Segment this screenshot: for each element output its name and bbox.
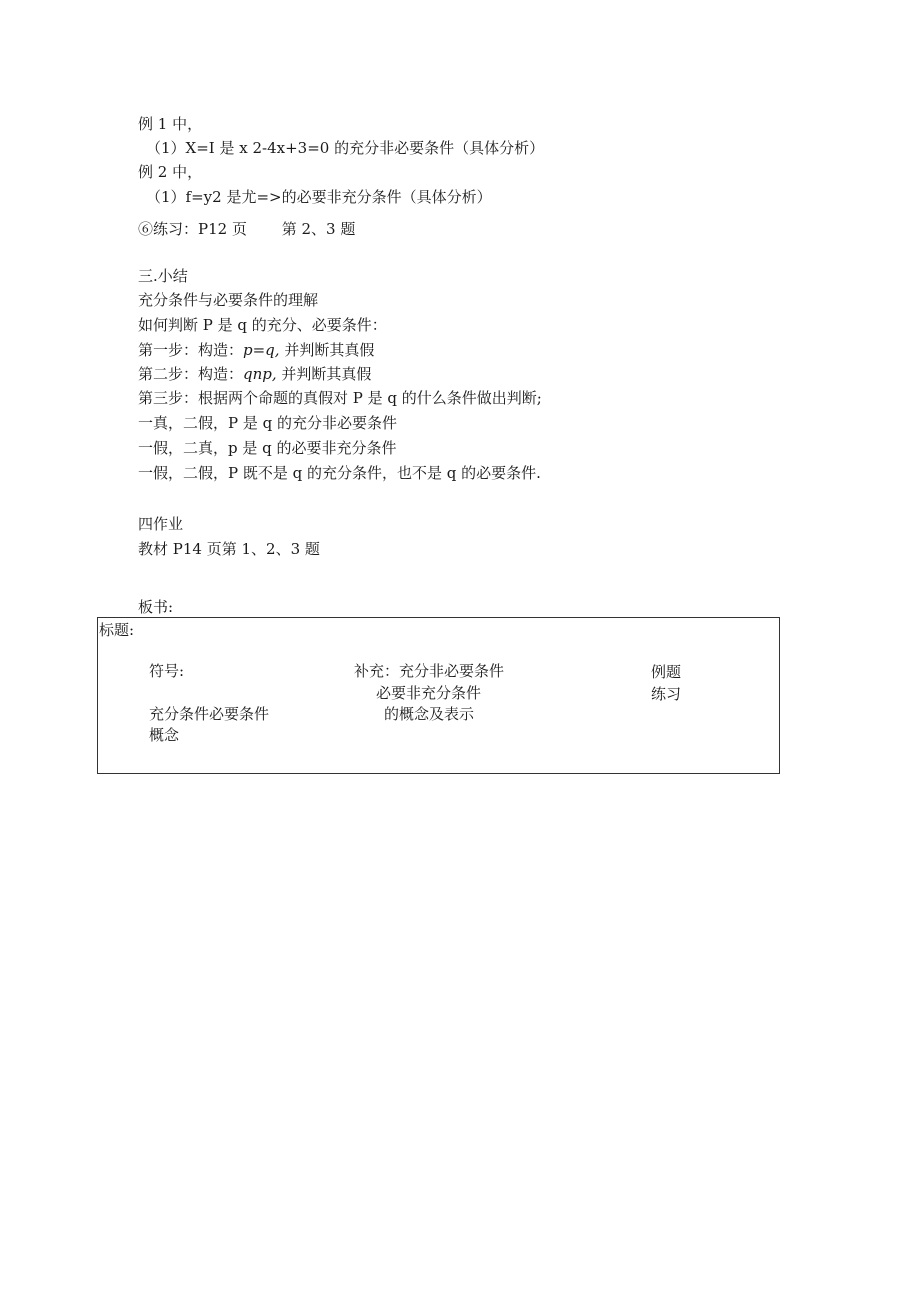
practice-line: ⑥练习：P12 页 第 2、3 题	[138, 220, 356, 238]
board-concept-line1: 充分条件必要条件	[149, 705, 270, 723]
step2-expression: qnp,	[243, 365, 277, 383]
example1-heading: 例 1 中，	[138, 115, 203, 133]
example1-item: （1）X=I 是 x 2-4x+3=0 的充分非必要条件（具体分析）	[146, 139, 545, 157]
homework-heading: 四作业	[138, 515, 184, 533]
step1-expression: p=q,	[243, 341, 280, 359]
step1-suffix: 并判断其真假	[279, 341, 375, 359]
step2-suffix: 并判断其真假	[276, 365, 372, 383]
homework-line: 教材 P14 页第 1、2、3 题	[138, 540, 320, 558]
summary-case1: 一真，二假，P 是 q 的充分非必要条件	[138, 414, 398, 432]
board-right-line1: 例题	[651, 663, 682, 681]
summary-step3: 第三步：根据两个命题的真假对 P 是 q 的什么条件做出判断;	[138, 389, 542, 407]
summary-step2	[138, 364, 371, 384]
board-label: 板书:	[138, 598, 174, 616]
example2-heading: 例 2 中，	[138, 163, 203, 181]
example2-item: （1）f=y2 是尤=>的必要非充分条件（具体分析）	[146, 188, 492, 206]
board-right-line2: 练习	[651, 685, 682, 703]
board-symbol: 符号:	[149, 662, 185, 680]
board-supplement-line1: 补充：充分非必要条件	[354, 662, 505, 680]
summary-heading: 三.小结	[138, 267, 188, 285]
summary-case3: 一假，二假，P 既不是 q 的充分条件，也不是 q 的必要条件.	[138, 464, 541, 482]
board-supplement-line3: 的概念及表示	[384, 705, 475, 723]
summary-line2: 如何判断 P 是 q 的充分、必要条件：	[138, 316, 387, 334]
summary-case2: 一假，二真，p 是 q 的必要非充分条件	[138, 439, 397, 457]
board-box	[97, 617, 780, 774]
step2-prefix: 第二步：构造：	[138, 365, 244, 383]
board-title: 标题:	[99, 621, 135, 639]
board-supplement-line2: 必要非充分条件	[376, 684, 482, 702]
summary-line1: 充分条件与必要条件的理解	[138, 291, 319, 309]
board-concept-line2: 概念	[149, 726, 180, 744]
step1-prefix: 第一步：构造：	[138, 341, 244, 359]
summary-step1	[138, 340, 374, 360]
